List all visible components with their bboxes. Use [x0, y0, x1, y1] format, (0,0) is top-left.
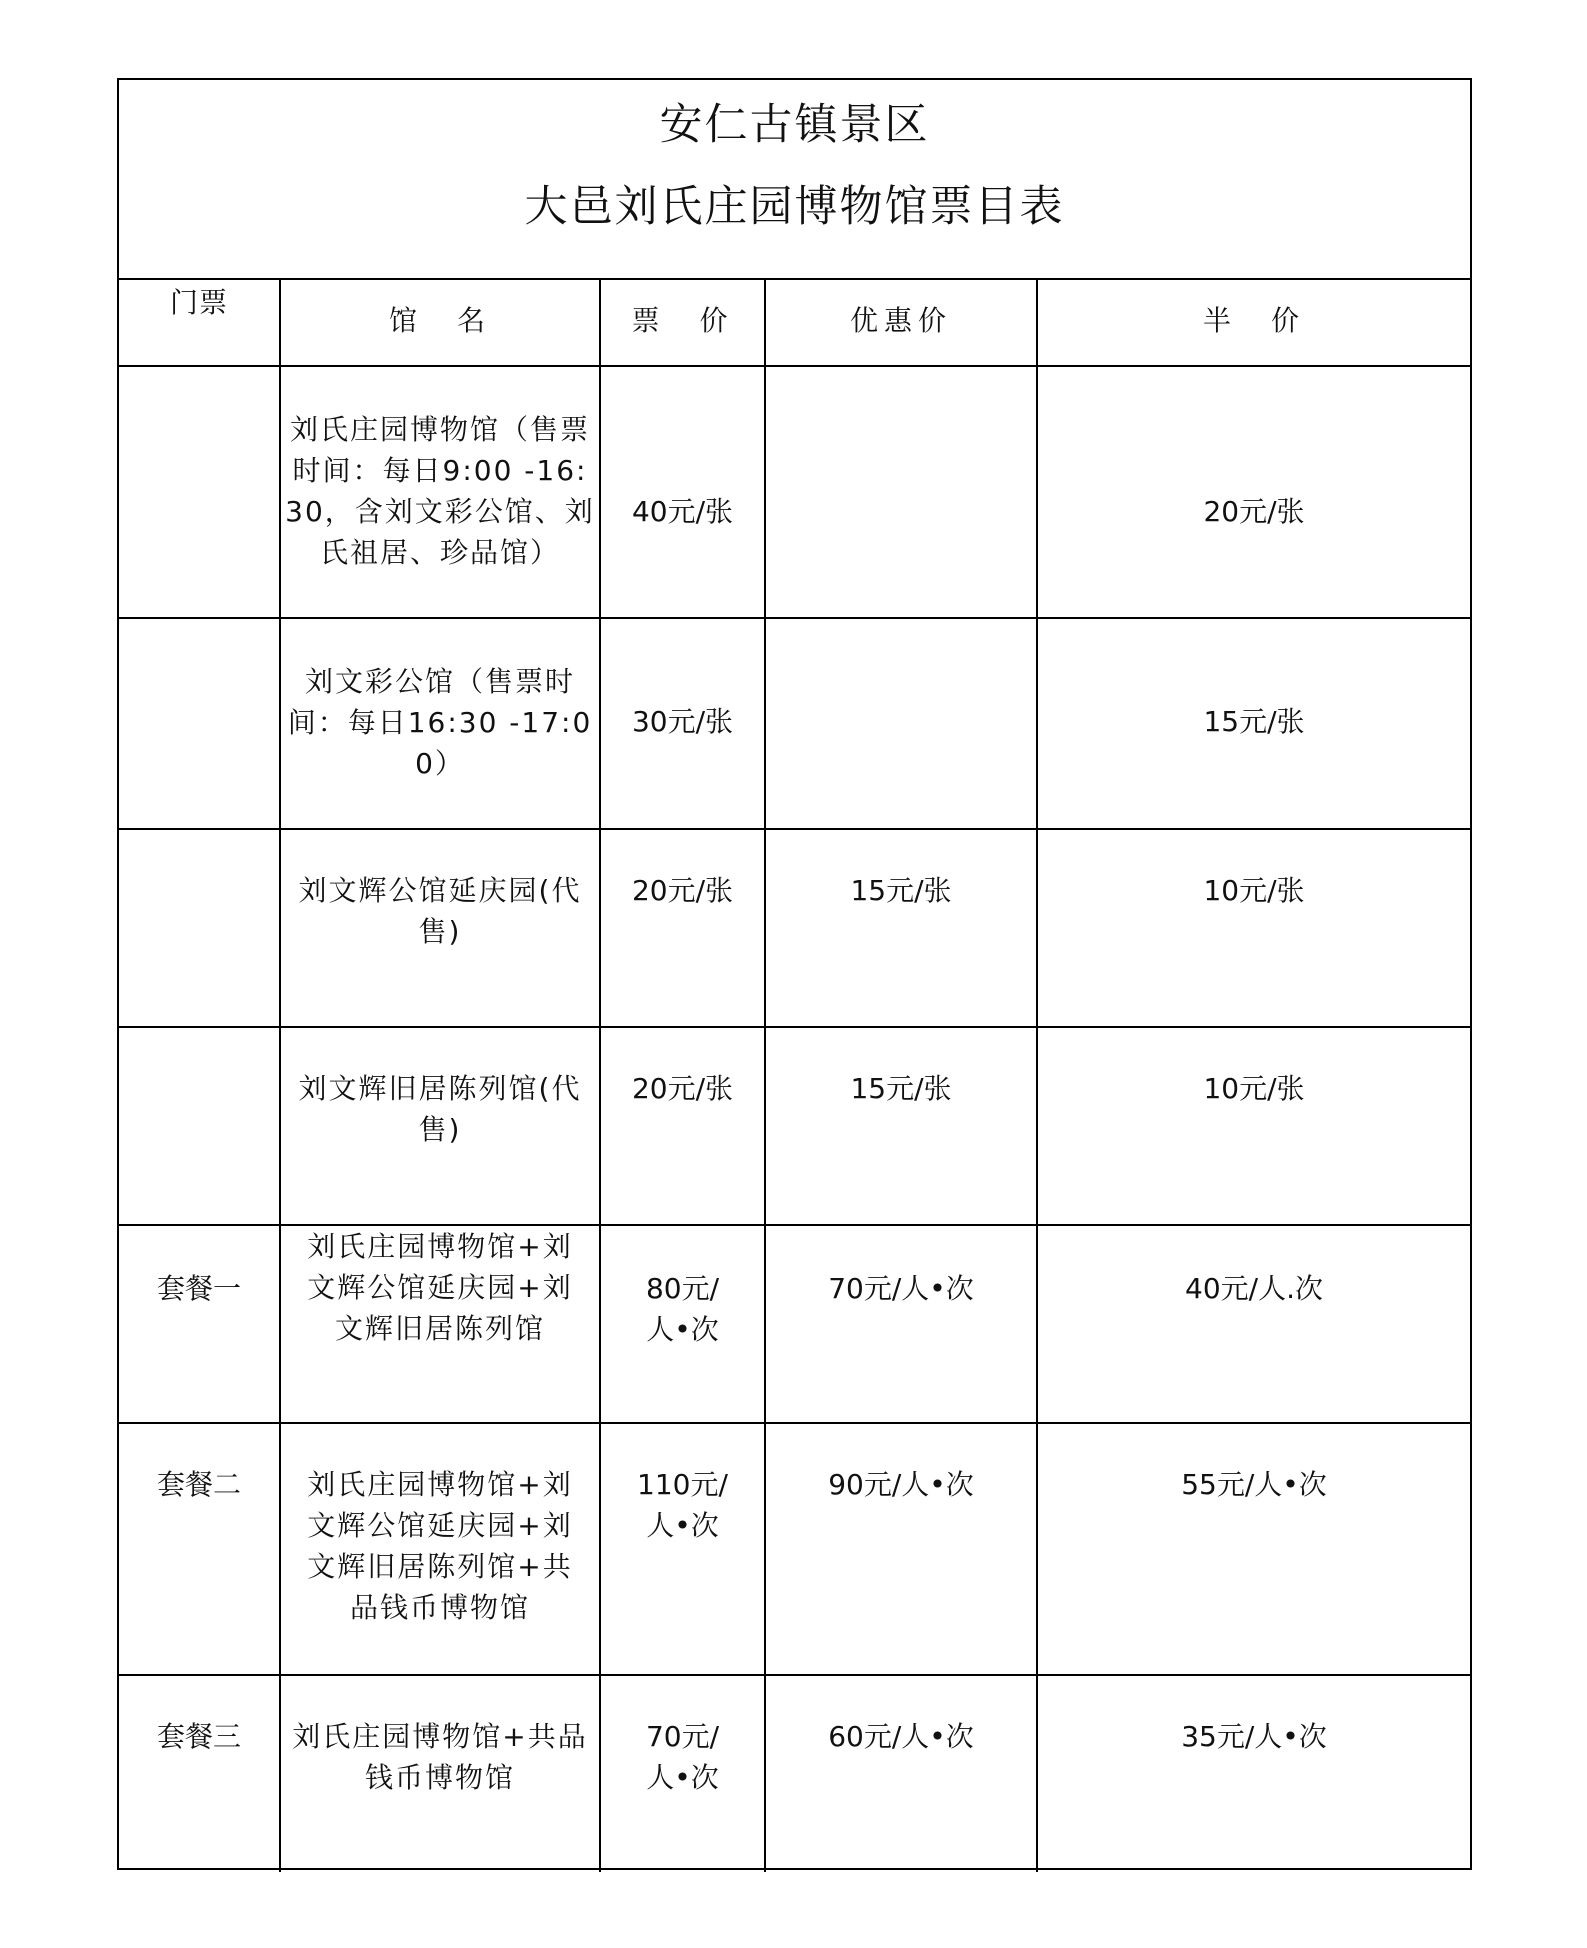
row-price: 20元/张: [600, 829, 765, 1027]
ticket-price-table: [119, 278, 1470, 1872]
table-row: [119, 1423, 1470, 1675]
row-half: 10元/张: [1037, 1027, 1470, 1225]
row-discount: [765, 366, 1037, 618]
row-name: 刘文彩公馆（售票时间：每日16:30 -17:00）: [280, 618, 600, 829]
row-type: 套餐二: [119, 1423, 280, 1675]
row-type: [119, 366, 280, 618]
row-price: 20元/张: [600, 1027, 765, 1225]
row-name: 刘氏庄园博物馆+刘文辉公馆延庆园+刘文辉旧居陈列馆: [280, 1225, 600, 1423]
row-discount: [765, 618, 1037, 829]
row-half: 35元/人•次: [1037, 1675, 1470, 1872]
table-header-row: [119, 278, 1470, 366]
row-price: 70元/人•次: [600, 1675, 765, 1872]
row-discount: 60元/人•次: [765, 1675, 1037, 1872]
row-name: 刘氏庄园博物馆（售票时间：每日9:00 -16:30，含刘文彩公馆、刘氏祖居、珍品馆）: [280, 366, 600, 618]
row-type: [119, 618, 280, 829]
header-name: 馆 名: [280, 278, 600, 366]
header-ticket: 门票: [119, 278, 280, 366]
title-block: [119, 80, 1470, 280]
row-discount: 15元/张: [765, 829, 1037, 1027]
row-discount: 90元/人•次: [765, 1423, 1037, 1675]
header-discount: 优惠价: [765, 278, 1037, 366]
row-type: 套餐一: [119, 1225, 280, 1423]
row-price: 110元/人•次: [600, 1423, 765, 1675]
row-type: [119, 829, 280, 1027]
ticket-sheet: [117, 78, 1472, 1870]
row-price: 30元/张: [600, 618, 765, 829]
header-half: 半 价: [1037, 278, 1470, 366]
ticket-list-title: 大邑刘氏庄园博物馆票目表: [524, 182, 1065, 232]
row-price: 80元/人•次: [600, 1225, 765, 1423]
table-row: [119, 1675, 1470, 1872]
scenic-area-title: 安仁古镇景区: [659, 100, 930, 150]
row-price: 40元/张: [600, 366, 765, 618]
row-discount: 70元/人•次: [765, 1225, 1037, 1423]
table-row: [119, 1225, 1470, 1423]
table-row: [119, 366, 1470, 618]
table-row: [119, 829, 1470, 1027]
row-half: 55元/人•次: [1037, 1423, 1470, 1675]
row-type: [119, 1027, 280, 1225]
row-half: 15元/张: [1037, 618, 1470, 829]
row-discount: 15元/张: [765, 1027, 1037, 1225]
header-price: 票 价: [600, 278, 765, 366]
row-name: 刘氏庄园博物馆+共品钱币博物馆: [280, 1675, 600, 1872]
row-half: 40元/人.次: [1037, 1225, 1470, 1423]
table-row: [119, 618, 1470, 829]
row-type: 套餐三: [119, 1675, 280, 1872]
row-name: 刘文辉公馆延庆园(代售): [280, 829, 600, 1027]
row-half: 20元/张: [1037, 366, 1470, 618]
table-row: [119, 1027, 1470, 1225]
row-name: 刘氏庄园博物馆+刘文辉公馆延庆园+刘文辉旧居陈列馆+共品钱币博物馆: [280, 1423, 600, 1675]
row-half: 10元/张: [1037, 829, 1470, 1027]
row-name: 刘文辉旧居陈列馆(代售): [280, 1027, 600, 1225]
